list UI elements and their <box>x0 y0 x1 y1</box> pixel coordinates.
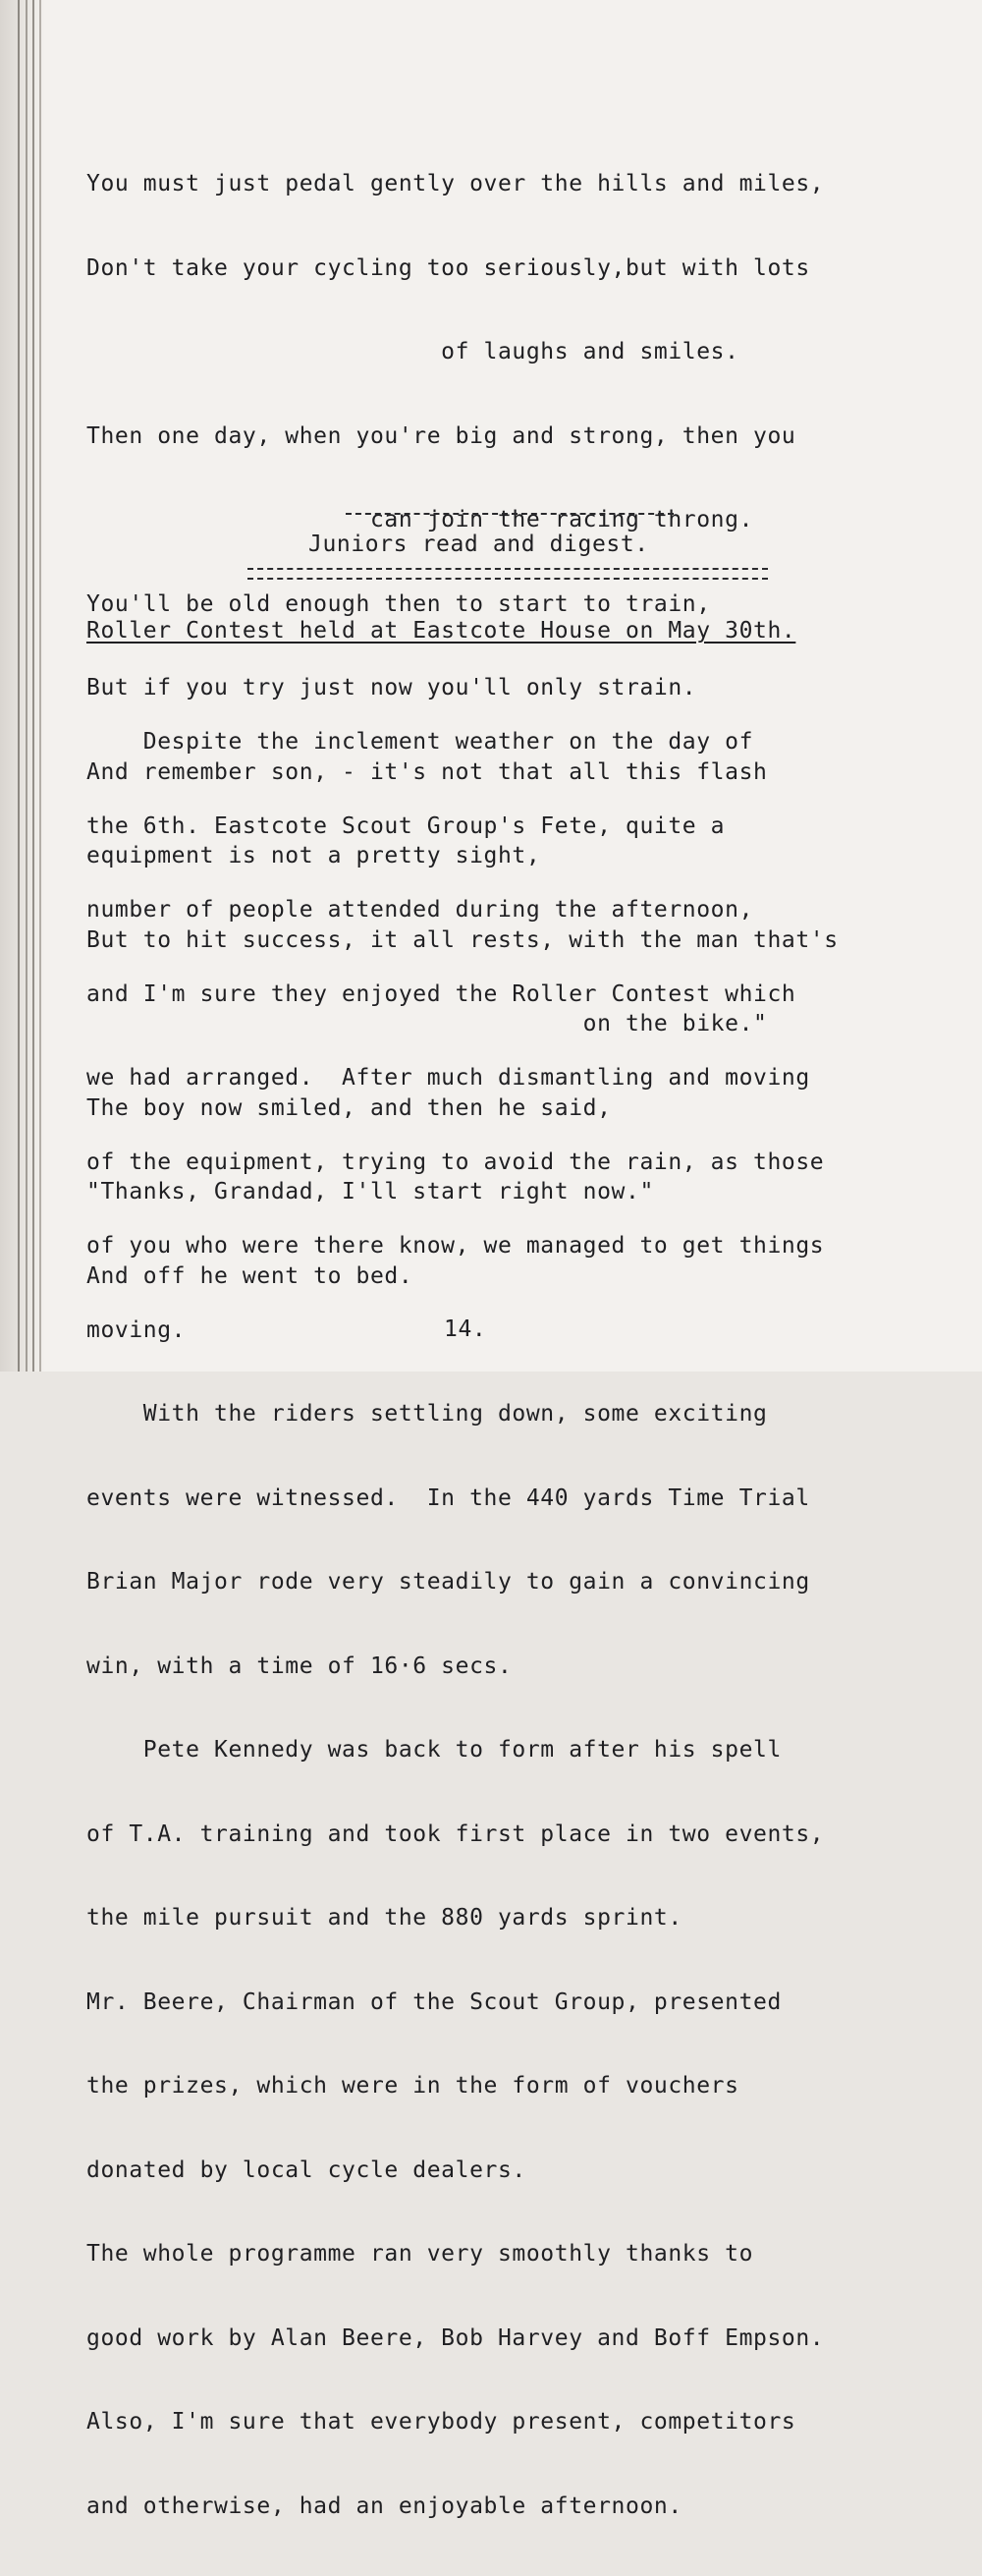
article-line: of T.A. training and took first place in two events, <box>86 1820 825 1847</box>
article-line: moving. <box>86 1316 187 1343</box>
poem-line: "Thanks, Grandad, I'll start right now." <box>86 1179 654 1204</box>
poem-line: of laughs and smiles. <box>86 339 739 364</box>
poem-line: But to hit success, it all rests, with the man that's <box>86 926 839 953</box>
page-edge <box>18 0 20 1372</box>
poem-line: can join the racing throng. <box>86 507 754 532</box>
article-line: Brian Major rode very steadily to gain a convincing <box>86 1569 810 1595</box>
divider-double-dashed <box>247 568 768 580</box>
article-line: and I'm sure they enjoyed the Roller Contest which <box>86 980 796 1007</box>
poem-line: Don't take your cycling too seriously,but with lots <box>86 254 810 281</box>
poem-line: Then one day, when you're big and strong, then you <box>86 422 796 449</box>
poem-line: The boy now smiled, and then he said, <box>86 1094 612 1121</box>
juniors-note: Juniors read and digest. <box>308 532 649 557</box>
poem-line: And off he went to bed. <box>86 1262 413 1289</box>
poem-line: You'll be old enough then to start to train, <box>86 590 711 617</box>
article-line: number of people attended during the afternoon, <box>86 897 754 923</box>
article-line: the mile pursuit and the 880 yards sprint. <box>86 1905 682 1931</box>
article-line: Mr. Beere, Chairman of the Scout Group, presented <box>86 1988 782 2015</box>
article-line: the prizes, which were in the form of vouchers <box>86 2073 739 2099</box>
article-line: the 6th. Eastcote Scout Group's Fete, quite a <box>86 812 726 839</box>
article-line: The whole programme ran very smoothly thanks to <box>86 2241 754 2267</box>
poem-line: equipment is not a pretty sight, <box>86 843 541 868</box>
divider-dashed <box>346 513 674 515</box>
page-edge <box>39 0 41 1372</box>
article-line: events were witnessed. In the 440 yards Time Trial <box>86 1484 810 1511</box>
article-line: of you who were there know, we managed to get things <box>86 1233 825 1259</box>
article-line: and otherwise, had an enjoyable afternoon. <box>86 2492 682 2519</box>
article-line: win, with a time of 16·6 secs. <box>86 1652 513 1679</box>
article-line: donated by local cycle dealers. <box>86 2156 526 2183</box>
poem-line: And remember son, - it's not that all this flash <box>86 758 768 785</box>
article-line: With the riders settling down, some exciting <box>86 1401 768 1427</box>
page-number: 14. <box>444 1316 487 1342</box>
article-line: we had arranged. After much dismantling and moving <box>86 1065 810 1091</box>
page-edge <box>26 0 27 1372</box>
page-edge <box>32 0 34 1372</box>
poem-line: But if you try just now you'll only strain. <box>86 675 697 700</box>
poem-line: You must just pedal gently over the hills and miles, <box>86 171 825 196</box>
poem-line: on the bike." <box>86 1011 768 1036</box>
article-line: Also, I'm sure that everybody present, competitors <box>86 2409 796 2435</box>
article-body <box>86 672 824 2576</box>
article-line: Despite the inclement weather on the day of <box>86 729 754 755</box>
article-line: of the equipment, trying to avoid the rain, as those <box>86 1148 825 1175</box>
article-line: Pete Kennedy was back to form after his spell <box>86 1737 782 1763</box>
article-line: good work by Alan Beere, Bob Harvey and Boff Empson. <box>86 2324 825 2351</box>
article-heading: Roller Contest held at Eastcote House on May 30th. <box>86 618 796 644</box>
